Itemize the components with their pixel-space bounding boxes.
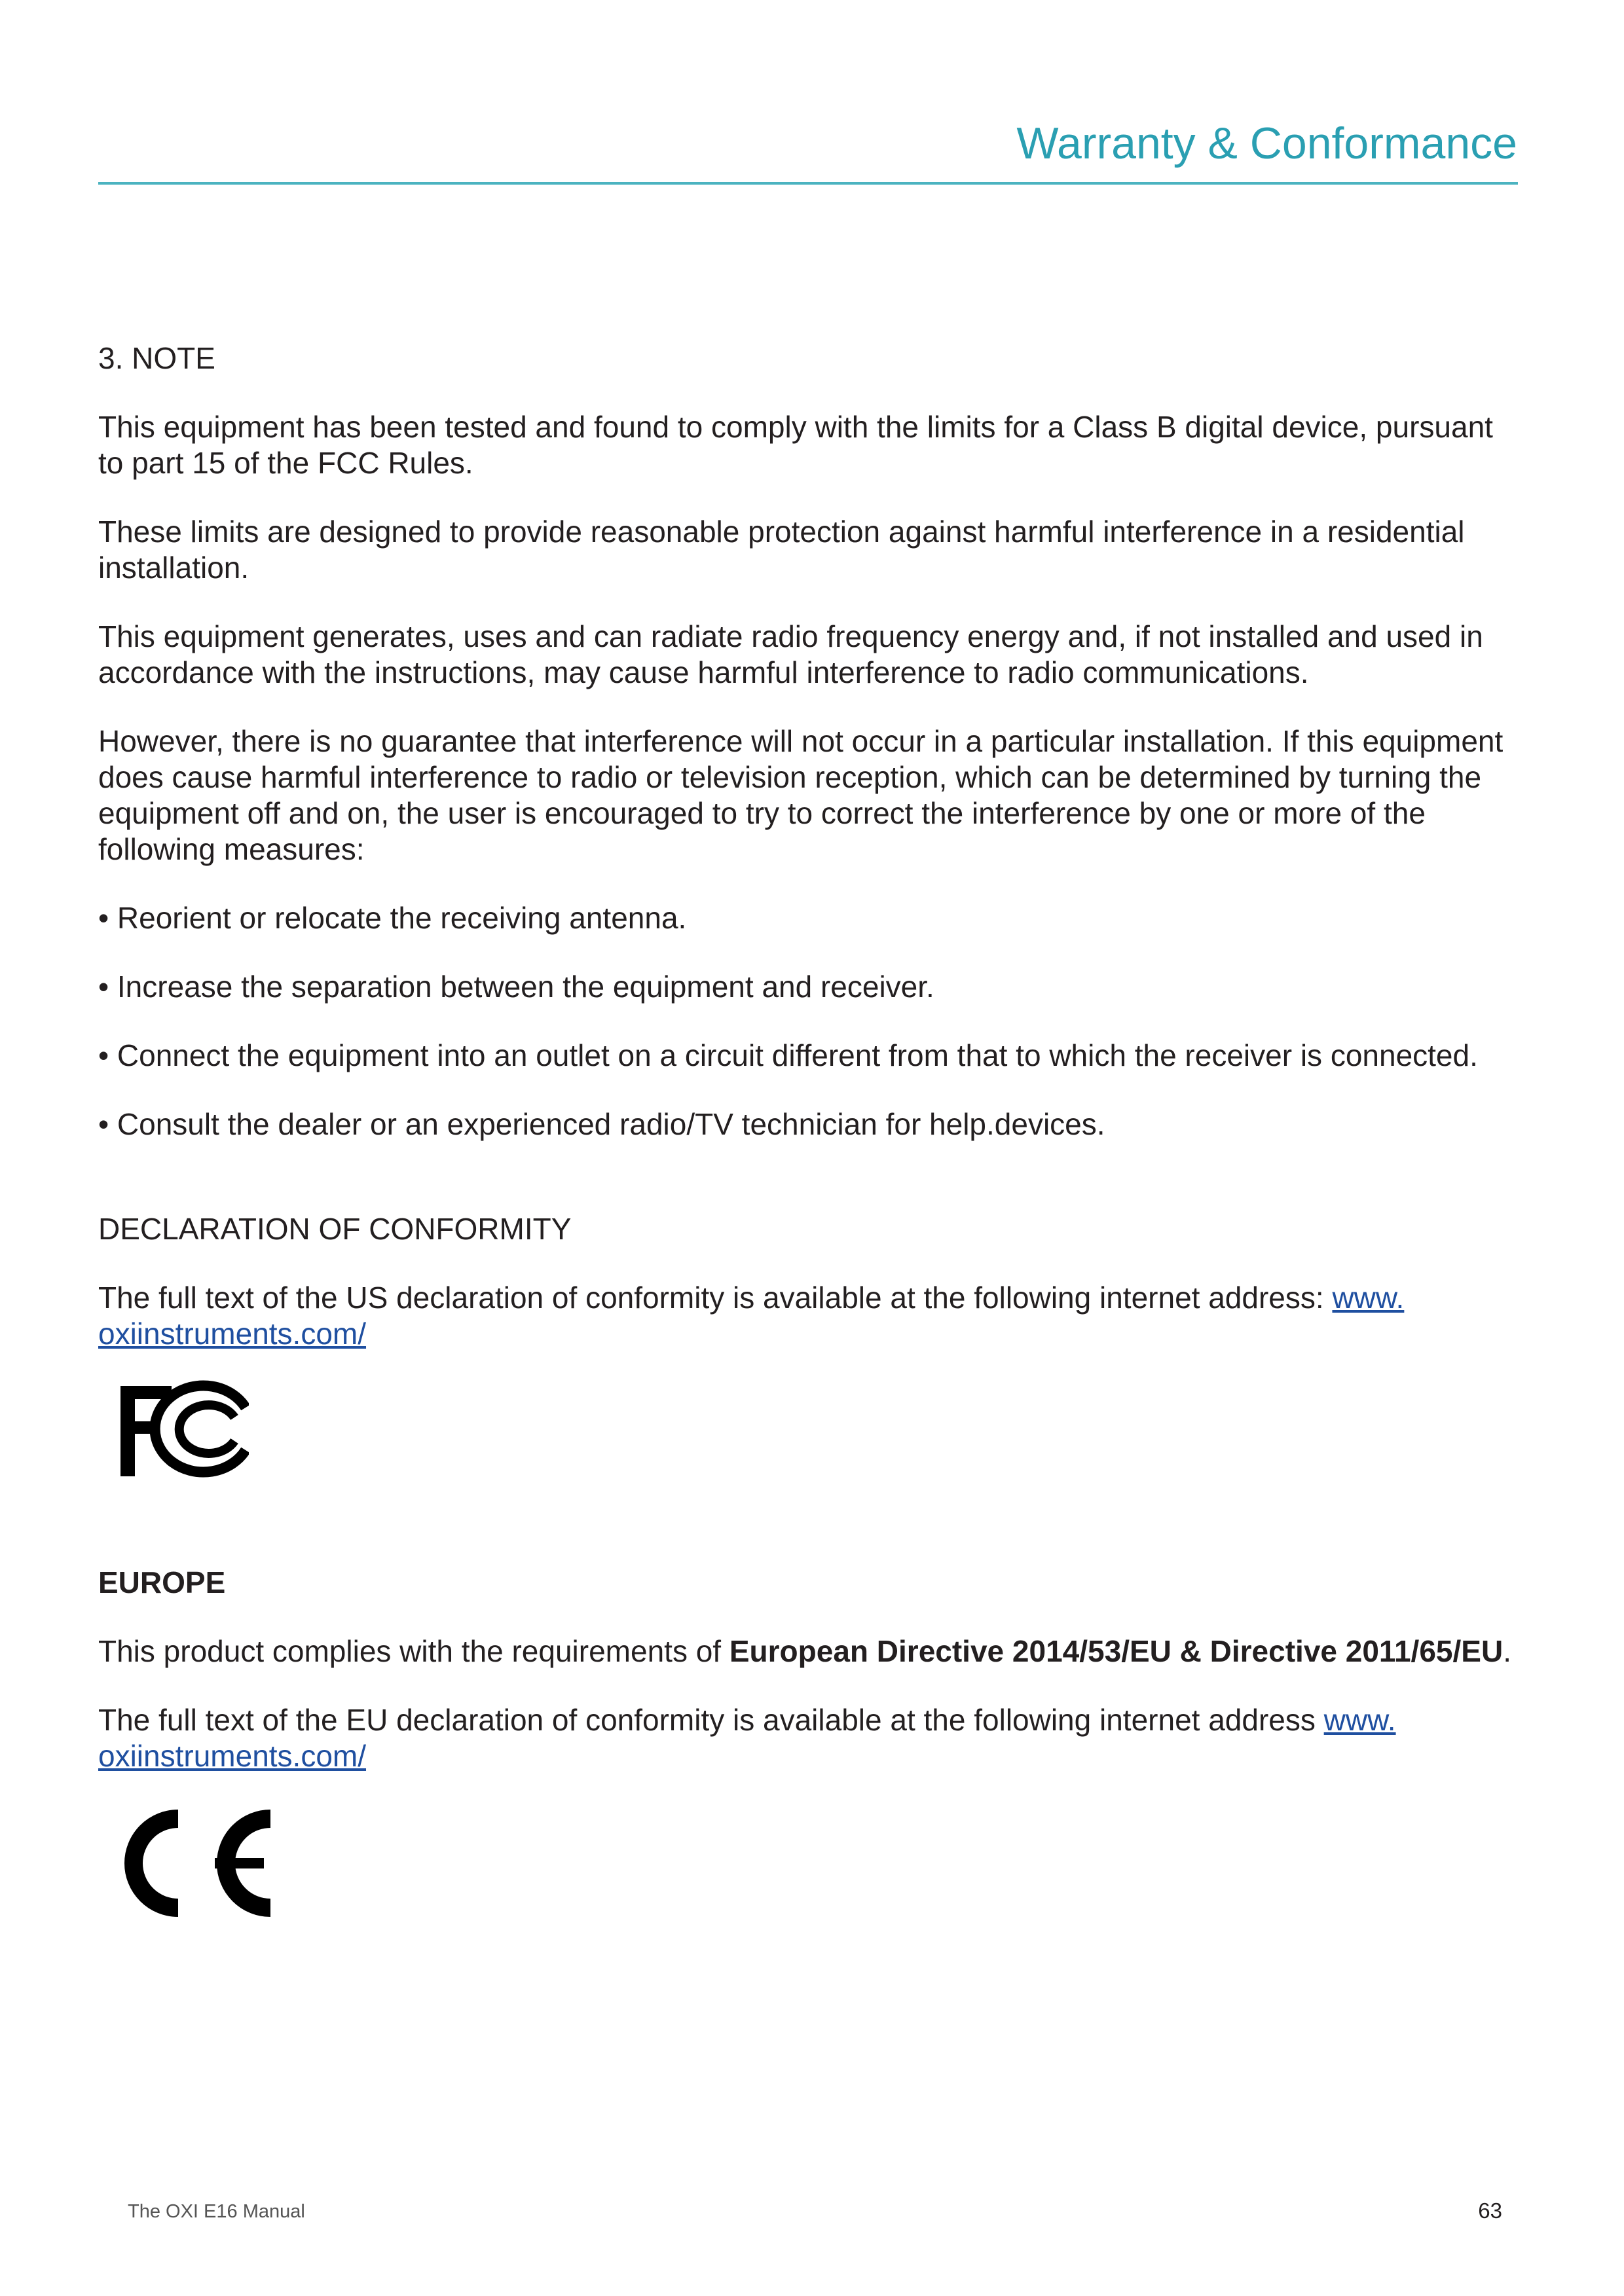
europe-declaration-text-body: The full text of the EU declaration of conformity is available at the following internet address [98,1703,1324,1737]
page-content [98,340,1519,1923]
note-paragraph: This equipment generates, uses and can radiate radio frequency energy and, if not installed and used in accordance with the instructions, may cause harmful interference to radio communications. [98,619,1483,689]
footer-manual-name: The OXI E16 Manual [128,2201,305,2222]
declaration-text [98,1280,1519,1352]
fcc-logo [111,1372,249,1486]
note-bullet: • Connect the equipment into an outlet on a circuit different from that to which the receiver is connected. [98,1038,1478,1072]
note-paragraph: However, there is no guarantee that interference will not occur in a particular installation. If this equipment does cause harmful interference to radio or television reception, which can be determined by turning the equipment off and on, the user is encouraged to try to correct the interference by one or more of the following measures: [98,724,1504,866]
note-bullet: • Reorient or relocate the receiving antenna. [98,901,687,935]
eu-declaration-link-part1[interactable]: www. [1323,1703,1396,1737]
europe-directive-text: European Directive 2014/53/EU & Directive 2011/65/EU [729,1634,1504,1668]
ce-logo [111,1804,278,1923]
europe-compliance-text-start: This product complies with the requirements of [98,1634,729,1668]
page-section-title: Warranty & Conformance [1016,118,1517,168]
note-heading: 3. NOTE [98,341,215,375]
note-paragraph: This equipment has been tested and found to comply with the limits for a Class B digital device, pursuant to part 15 of the FCC Rules. [98,410,1493,480]
declaration-text-body: The full text of the US declaration of conformity is available at the following internet address: [98,1281,1333,1315]
us-declaration-link-part2[interactable]: oxiinstruments.com/ [98,1317,367,1351]
declaration-heading: DECLARATION OF CONFORMITY [98,1212,572,1246]
europe-compliance-text-end: . [1503,1634,1511,1668]
us-declaration-link-part1[interactable]: www. [1332,1281,1405,1315]
header-divider [98,182,1518,185]
europe-compliance-text [98,1633,1519,1669]
note-paragraph: These limits are designed to provide reasonable protection against harmful interference in a residential installation. [98,515,1465,585]
note-bullet: • Increase the separation between the equipment and receiver. [98,970,934,1004]
eu-declaration-link-part2[interactable]: oxiinstruments.com/ [98,1739,367,1773]
footer-page-number: 63 [1478,2198,1502,2223]
europe-heading: EUROPE [98,1565,226,1599]
note-bullet: • Consult the dealer or an experienced radio/TV technician for help.devices. [98,1107,1105,1141]
europe-declaration-text [98,1702,1519,1774]
